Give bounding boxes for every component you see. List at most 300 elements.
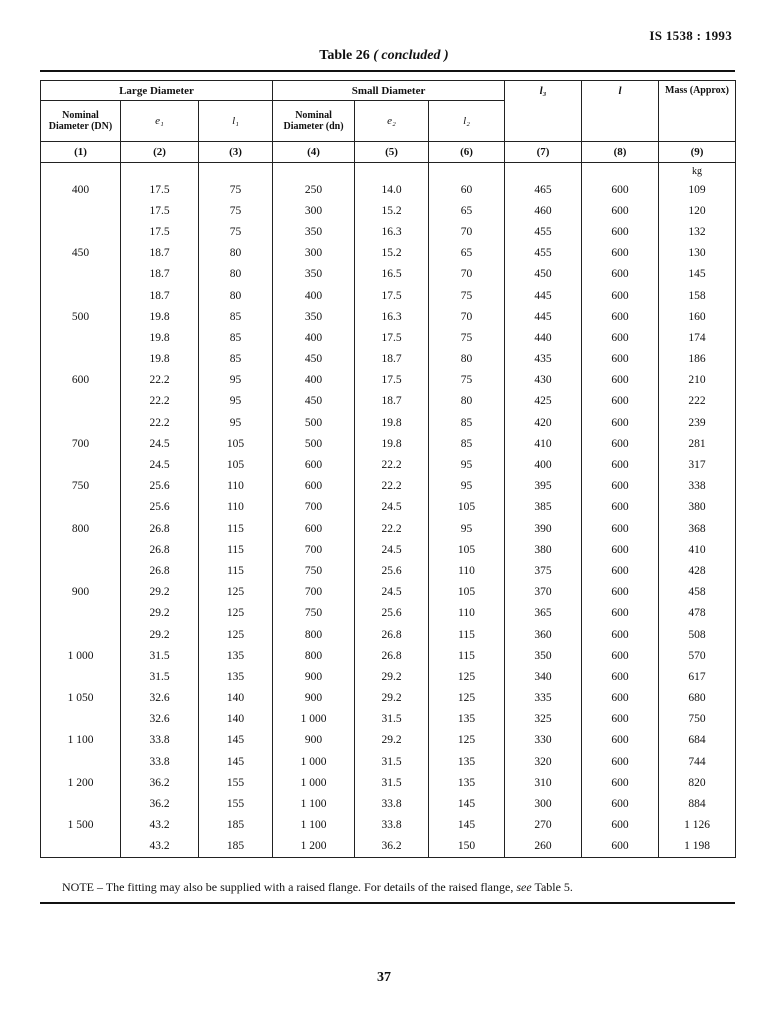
table-cell: 135	[199, 645, 273, 666]
table-cell	[41, 391, 121, 412]
table-cell: 500	[273, 433, 355, 454]
table-cell: 281	[659, 433, 736, 454]
table-cell: 186	[659, 349, 736, 370]
table-cell: 24.5	[355, 582, 429, 603]
table-cell: 125	[199, 603, 273, 624]
table-cell: 18.7	[355, 391, 429, 412]
table-cell: 900	[273, 666, 355, 687]
table-cell: 400	[273, 327, 355, 348]
table-cell: 80	[429, 349, 505, 370]
table-cell: 24.5	[355, 539, 429, 560]
table-cell: 1 100	[273, 793, 355, 814]
table-cell: 460	[505, 200, 582, 221]
table-cell: 19.8	[355, 412, 429, 433]
table-cell: 158	[659, 285, 736, 306]
table-cell: 700	[273, 539, 355, 560]
table-cell: 145	[429, 815, 505, 836]
table-cell: 600	[582, 582, 659, 603]
table-cell: 32.6	[121, 709, 199, 730]
table-cell: 330	[505, 730, 582, 751]
table-cell: 1 000	[273, 772, 355, 793]
table-cell: 75	[429, 327, 505, 348]
table-cell: 600	[582, 454, 659, 475]
table-row	[41, 539, 736, 560]
table-cell: 105	[199, 433, 273, 454]
table-cell: 155	[199, 793, 273, 814]
table-cell: 185	[199, 836, 273, 858]
table-cell: 29.2	[121, 603, 199, 624]
table-cell: 17.5	[121, 179, 199, 200]
table-cell: 135	[429, 772, 505, 793]
table-row	[41, 730, 736, 751]
table-cell: 600	[582, 518, 659, 539]
table-cell: 26.8	[355, 624, 429, 645]
table-cell: 125	[429, 730, 505, 751]
table-row	[41, 751, 736, 772]
table-cell: 19.8	[355, 433, 429, 454]
table-cell: 125	[429, 666, 505, 687]
table-cell	[41, 285, 121, 306]
table-cell: 36.2	[355, 836, 429, 858]
table-cell: 14.0	[355, 179, 429, 200]
table-cell: 445	[505, 306, 582, 327]
table-cell: 26.8	[121, 560, 199, 581]
table-cell: 32.6	[121, 688, 199, 709]
table-cell: 370	[505, 582, 582, 603]
table-cell: 22.2	[355, 476, 429, 497]
table-row	[41, 391, 736, 412]
table-cell: 744	[659, 751, 736, 772]
table-cell: 22.2	[355, 454, 429, 475]
table-cell: 95	[429, 454, 505, 475]
table-cell: 450	[273, 391, 355, 412]
table-row	[41, 327, 736, 348]
table-cell: 478	[659, 603, 736, 624]
table-cell: 425	[505, 391, 582, 412]
table-cell: 18.7	[121, 285, 199, 306]
table-row	[41, 243, 736, 264]
table-cell: 600	[582, 666, 659, 687]
table-cell: 385	[505, 497, 582, 518]
table-cell: 145	[199, 751, 273, 772]
table-cell: 600	[582, 327, 659, 348]
table-cell: 17.5	[355, 370, 429, 391]
table-cell: 600	[582, 433, 659, 454]
table-cell: 1 000	[41, 645, 121, 666]
table-cell: 684	[659, 730, 736, 751]
table-cell: 300	[273, 200, 355, 221]
table-cell: 110	[429, 560, 505, 581]
table-cell: 75	[199, 179, 273, 200]
table-row	[41, 560, 736, 581]
table-cell: 120	[659, 200, 736, 221]
table-row	[41, 433, 736, 454]
table-cell: 43.2	[121, 815, 199, 836]
table-cell: 36.2	[121, 793, 199, 814]
note-suffix: Table 5.	[534, 880, 573, 894]
table-cell: 95	[429, 518, 505, 539]
col-number: (8)	[582, 142, 659, 163]
table-cell: 145	[659, 264, 736, 285]
table-cell: 600	[582, 264, 659, 285]
table-cell: 25.6	[355, 603, 429, 624]
table-cell: 440	[505, 327, 582, 348]
table-cell: 85	[199, 349, 273, 370]
table-row	[41, 370, 736, 391]
table-cell: 700	[41, 433, 121, 454]
table-cell: 70	[429, 264, 505, 285]
table-cell: 365	[505, 603, 582, 624]
table-cell: 75	[199, 221, 273, 242]
nominal-diameter-small-header: Nominal Diameter (dn)	[273, 101, 355, 142]
table-cell: 24.5	[355, 497, 429, 518]
table-cell	[41, 666, 121, 687]
l1-header: l₁	[199, 101, 273, 142]
table-cell: 43.2	[121, 836, 199, 858]
table-cell: 570	[659, 645, 736, 666]
table-cell: 350	[505, 645, 582, 666]
table-cell: 600	[582, 412, 659, 433]
table-cell	[41, 327, 121, 348]
table-cell: 430	[505, 370, 582, 391]
table-row	[41, 815, 736, 836]
table-cell: 400	[273, 285, 355, 306]
table-cell	[41, 221, 121, 242]
table-cell: 360	[505, 624, 582, 645]
table-cell: 22.2	[121, 391, 199, 412]
small-diameter-header: Small Diameter	[273, 81, 505, 101]
table-row	[41, 412, 736, 433]
table-row	[41, 666, 736, 687]
table-cell: 600	[273, 518, 355, 539]
table-cell: 400	[41, 179, 121, 200]
table-cell: 75	[429, 370, 505, 391]
table-cell: 29.2	[121, 624, 199, 645]
table-cell: 130	[659, 243, 736, 264]
table-cell: 80	[199, 264, 273, 285]
table-cell: 350	[273, 264, 355, 285]
table-cell: 1 050	[41, 688, 121, 709]
col-number: (3)	[199, 142, 273, 163]
table-title-main: Table 26	[319, 48, 370, 63]
table-cell: 19.8	[121, 327, 199, 348]
table-cell: 750	[273, 603, 355, 624]
table-cell	[41, 836, 121, 858]
table-cell: 600	[582, 730, 659, 751]
table-cell: 455	[505, 221, 582, 242]
top-rule	[40, 70, 735, 72]
l-header: l	[582, 81, 659, 142]
table-row	[41, 179, 736, 200]
table-cell: 115	[199, 560, 273, 581]
table-cell: 85	[429, 412, 505, 433]
table-row	[41, 688, 736, 709]
table-cell: 250	[273, 179, 355, 200]
table-cell: 600	[273, 476, 355, 497]
table-cell: 109	[659, 179, 736, 200]
table-row	[41, 349, 736, 370]
table-cell: 270	[505, 815, 582, 836]
table-cell: 75	[429, 285, 505, 306]
table-cell: 335	[505, 688, 582, 709]
table-row	[41, 221, 736, 242]
table-cell: 458	[659, 582, 736, 603]
table-row	[41, 836, 736, 858]
table-cell: 450	[273, 349, 355, 370]
table-cell: 19.8	[121, 349, 199, 370]
table-cell: 25.6	[121, 497, 199, 518]
table-cell: 600	[582, 603, 659, 624]
table-cell: 26.8	[355, 645, 429, 666]
table-cell	[41, 603, 121, 624]
table-cell	[41, 751, 121, 772]
table-cell: 31.5	[355, 709, 429, 730]
e1-header: e₁	[121, 101, 199, 142]
col-number: (6)	[429, 142, 505, 163]
table-cell: 1 000	[273, 709, 355, 730]
table-cell: 110	[429, 603, 505, 624]
table-cell: 31.5	[121, 645, 199, 666]
table-cell: 800	[41, 518, 121, 539]
table-cell: 410	[505, 433, 582, 454]
table-row	[41, 709, 736, 730]
table-cell: 135	[429, 751, 505, 772]
table-cell: 155	[199, 772, 273, 793]
table-row	[41, 264, 736, 285]
table-cell: 145	[429, 793, 505, 814]
table-cell: 29.2	[121, 582, 199, 603]
table-cell: 95	[429, 476, 505, 497]
table-cell: 435	[505, 349, 582, 370]
table-cell: 15.2	[355, 243, 429, 264]
table-cell: 29.2	[355, 666, 429, 687]
table-cell: 445	[505, 285, 582, 306]
table-cell: 500	[41, 306, 121, 327]
table-cell: 820	[659, 772, 736, 793]
table-cell: 33.8	[121, 730, 199, 751]
table-cell: 700	[273, 497, 355, 518]
table-cell: 750	[41, 476, 121, 497]
mass-unit: kg	[659, 163, 736, 180]
table-cell: 600	[582, 539, 659, 560]
mass-header: Mass (Approx)	[659, 81, 736, 142]
table-cell: 1 198	[659, 836, 736, 858]
table-cell: 18.7	[121, 264, 199, 285]
table-cell: 115	[199, 539, 273, 560]
table-cell: 400	[273, 370, 355, 391]
table-cell: 600	[582, 497, 659, 518]
table-cell: 160	[659, 306, 736, 327]
table-row	[41, 793, 736, 814]
table-cell: 338	[659, 476, 736, 497]
table-cell: 105	[429, 582, 505, 603]
table-cell: 380	[659, 497, 736, 518]
table-note	[62, 880, 573, 895]
table-cell: 25.6	[355, 560, 429, 581]
table-cell: 884	[659, 793, 736, 814]
table-cell	[41, 709, 121, 730]
table-cell: 80	[429, 391, 505, 412]
table-cell: 125	[429, 688, 505, 709]
col-number: (2)	[121, 142, 199, 163]
table-cell: 600	[582, 370, 659, 391]
table-cell: 70	[429, 221, 505, 242]
table-title	[0, 48, 768, 64]
table-title-paren: ( concluded )	[373, 48, 449, 63]
table-cell: 140	[199, 709, 273, 730]
table-cell: 85	[429, 433, 505, 454]
table-cell: 26.8	[121, 539, 199, 560]
table-cell: 340	[505, 666, 582, 687]
table-cell	[41, 200, 121, 221]
table-cell: 80	[199, 285, 273, 306]
table-cell: 380	[505, 539, 582, 560]
table-row	[41, 772, 736, 793]
table-cell: 18.7	[355, 349, 429, 370]
table-row	[41, 306, 736, 327]
table-row	[41, 624, 736, 645]
table-cell: 22.2	[355, 518, 429, 539]
table-cell: 400	[505, 454, 582, 475]
table-cell: 105	[429, 497, 505, 518]
table-cell: 600	[582, 349, 659, 370]
table-cell: 1 000	[273, 751, 355, 772]
table-cell: 600	[582, 709, 659, 730]
table-cell: 33.8	[355, 815, 429, 836]
table-cell: 85	[199, 327, 273, 348]
table-cell: 1 100	[41, 730, 121, 751]
table-cell: 395	[505, 476, 582, 497]
col-number: (9)	[659, 142, 736, 163]
table-cell: 1 126	[659, 815, 736, 836]
table-body	[41, 163, 736, 858]
table-cell: 95	[199, 370, 273, 391]
table-cell: 900	[273, 688, 355, 709]
table-cell: 325	[505, 709, 582, 730]
table-cell: 600	[582, 476, 659, 497]
table-cell: 31.5	[355, 751, 429, 772]
table-cell: 600	[582, 179, 659, 200]
table-cell: 600	[582, 200, 659, 221]
table-row	[41, 285, 736, 306]
table-row	[41, 582, 736, 603]
table-cell: 465	[505, 179, 582, 200]
table-cell: 18.7	[121, 243, 199, 264]
table-cell: 800	[273, 645, 355, 666]
table-cell: 85	[199, 306, 273, 327]
table-cell: 600	[582, 772, 659, 793]
table-cell: 390	[505, 518, 582, 539]
table-cell: 300	[505, 793, 582, 814]
table-cell: 33.8	[355, 793, 429, 814]
table-cell: 600	[582, 306, 659, 327]
table-cell: 410	[659, 539, 736, 560]
table-cell: 75	[199, 200, 273, 221]
table-cell: 375	[505, 560, 582, 581]
table-cell: 368	[659, 518, 736, 539]
table-cell: 900	[41, 582, 121, 603]
col-number: (7)	[505, 142, 582, 163]
table-cell: 600	[582, 391, 659, 412]
table-cell: 222	[659, 391, 736, 412]
table-cell: 65	[429, 200, 505, 221]
table-cell: 185	[199, 815, 273, 836]
table-cell: 17.5	[355, 327, 429, 348]
table-cell: 500	[273, 412, 355, 433]
l3-header: l₃	[505, 81, 582, 142]
table-cell: 132	[659, 221, 736, 242]
table-cell	[41, 454, 121, 475]
table-cell: 600	[582, 836, 659, 858]
table-row	[41, 200, 736, 221]
col-number: (4)	[273, 142, 355, 163]
table-cell: 31.5	[355, 772, 429, 793]
table-cell: 680	[659, 688, 736, 709]
table-cell: 80	[199, 243, 273, 264]
table-cell: 1 200	[41, 772, 121, 793]
table-cell: 210	[659, 370, 736, 391]
table-cell: 600	[582, 688, 659, 709]
table-cell: 115	[199, 518, 273, 539]
table-cell	[41, 497, 121, 518]
table-cell: 70	[429, 306, 505, 327]
note-see: see	[516, 880, 532, 894]
table-cell: 110	[199, 476, 273, 497]
table-cell: 350	[273, 221, 355, 242]
table-cell: 260	[505, 836, 582, 858]
table-cell	[41, 560, 121, 581]
table-row	[41, 645, 736, 666]
table-cell: 16.3	[355, 221, 429, 242]
table-row	[41, 603, 736, 624]
table-cell: 750	[273, 560, 355, 581]
table-cell: 900	[273, 730, 355, 751]
table-cell: 135	[429, 709, 505, 730]
table-cell	[41, 349, 121, 370]
table-row	[41, 497, 736, 518]
table-cell: 300	[273, 243, 355, 264]
table-cell: 95	[199, 391, 273, 412]
table-cell: 135	[199, 666, 273, 687]
table-cell: 310	[505, 772, 582, 793]
table-cell: 600	[41, 370, 121, 391]
table-cell: 600	[582, 624, 659, 645]
standard-code: IS 1538 : 1993	[649, 28, 732, 43]
table-row	[41, 518, 736, 539]
table-cell: 600	[582, 221, 659, 242]
table-cell: 600	[582, 815, 659, 836]
table-cell: 617	[659, 666, 736, 687]
table-cell: 1 100	[273, 815, 355, 836]
page-number: 37	[377, 970, 391, 985]
table-cell: 105	[199, 454, 273, 475]
dimensions-table	[40, 80, 736, 858]
table-cell: 350	[273, 306, 355, 327]
table-cell: 320	[505, 751, 582, 772]
table-cell: 600	[582, 645, 659, 666]
bottom-rule	[40, 902, 735, 904]
table-cell: 1 500	[41, 815, 121, 836]
col-number: (1)	[41, 142, 121, 163]
table-cell: 600	[582, 793, 659, 814]
table-cell: 110	[199, 497, 273, 518]
table-cell: 24.5	[121, 454, 199, 475]
table-cell: 317	[659, 454, 736, 475]
table-cell: 25.6	[121, 476, 199, 497]
table-cell: 420	[505, 412, 582, 433]
nominal-diameter-large-header: Nominal Diameter (DN)	[41, 101, 121, 142]
table-cell: 22.2	[121, 370, 199, 391]
